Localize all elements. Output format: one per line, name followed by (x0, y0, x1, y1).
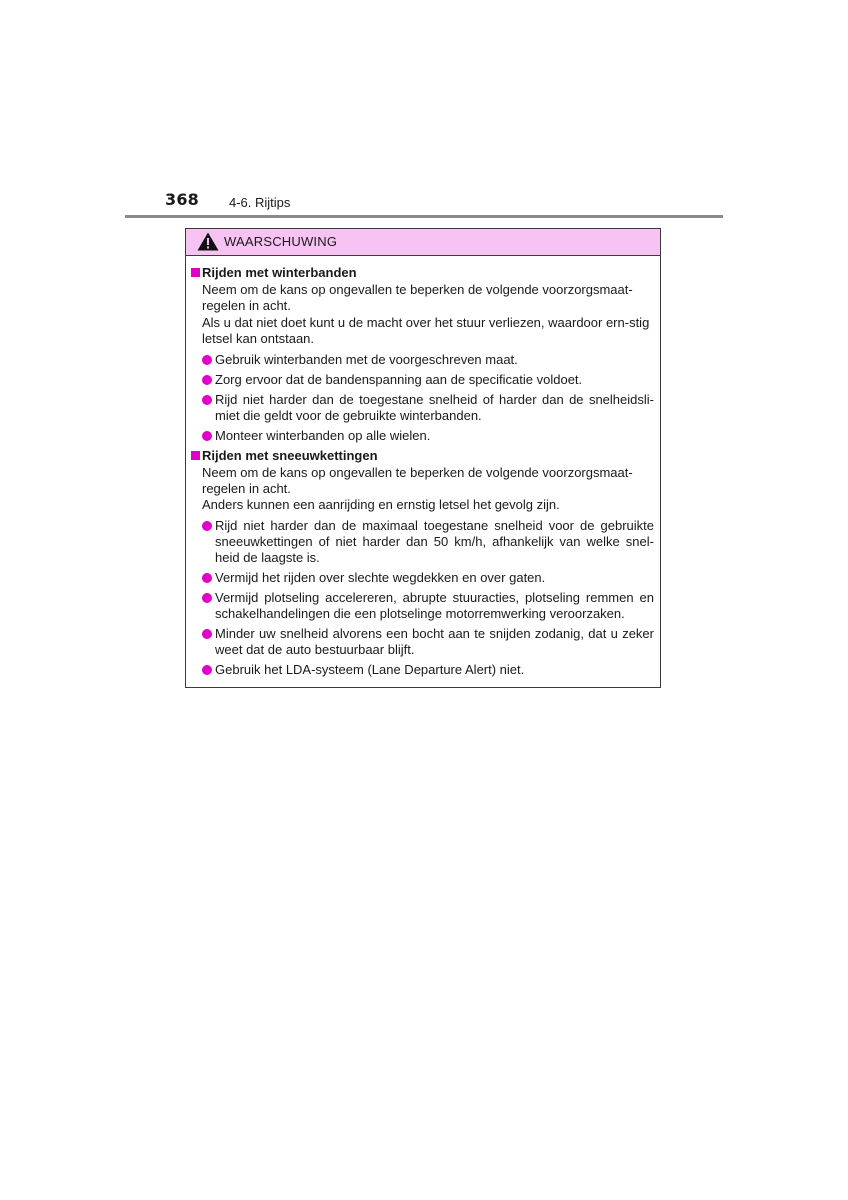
square-bullet-icon (191, 451, 200, 460)
paragraph: Als u dat niet doet kunt u de macht over het stuur verliezen, waardoor ern-stig letsel kan ontstaan. (202, 314, 650, 347)
warning-box (185, 228, 661, 688)
section-heading-text: Rijden met winterbanden (202, 265, 357, 280)
paragraph: Anders kunnen een aanrijding en ernstig letsel het gevolg zijn. (202, 497, 560, 513)
list-item (186, 372, 660, 388)
header-divider (125, 215, 723, 218)
list-item-text: Minder uw snelheid alvorens een bocht aan te snijden zodanig, dat u zeker weet dat de auto bestuurbaar blijft. (215, 625, 654, 657)
list-item-text: Gebruik winterbanden met de voorgeschreven maat. (215, 351, 518, 367)
page-header (0, 0, 848, 220)
list-item (186, 352, 660, 368)
list-item-text: Zorg ervoor dat de bandenspanning aan de specificatie voldoet. (215, 371, 583, 387)
list-item-text: Rijd niet harder dan de maximaal toegestane snelheid voor de gebruikte sneeuwkettingen of niet harder dan 50 km/h, afhankelijk van welke snel-heid de laagste is. (215, 517, 654, 565)
circle-bullet-icon (202, 573, 212, 583)
warning-label: WAARSCHUWING (224, 234, 338, 249)
warning-content (186, 265, 660, 682)
list-item-text: Vermijd het rijden over slechte wegdekken en over gaten. (215, 569, 546, 585)
section-heading-sneeuwkettingen (186, 448, 660, 464)
list-item (186, 626, 660, 658)
section-title: 4-6. Rijtips (229, 195, 291, 210)
circle-bullet-icon (202, 593, 212, 603)
list-item (186, 570, 660, 586)
list-item-text: Gebruik het LDA-systeem (Lane Departure Alert) niet. (215, 661, 525, 677)
circle-bullet-icon (202, 375, 212, 385)
circle-bullet-icon (202, 665, 212, 675)
list-item (186, 590, 660, 622)
circle-bullet-icon (202, 395, 212, 405)
section-heading-winterbanden (186, 265, 660, 281)
bullet-list (186, 352, 660, 444)
list-item-text: Rijd niet harder dan de toegestane snelheid of harder dan de snelheidsli-miet die geldt voor de gebruikte winterbanden. (215, 391, 654, 423)
circle-bullet-icon (202, 629, 212, 639)
square-bullet-icon (191, 268, 200, 277)
page-number: 368 (165, 190, 199, 209)
list-item-text: Vermijd plotseling accelereren, abrupte stuuracties, plotseling remmen en schakelhandelingen die een plotselinge motorremwerking veroorzaken. (215, 589, 654, 621)
list-item (186, 428, 660, 444)
paragraph: Neem om de kans op ongevallen te beperken de volgende voorzorgsmaat-regelen in acht. (202, 282, 633, 314)
warning-header (186, 229, 660, 256)
circle-bullet-icon (202, 431, 212, 441)
list-item (186, 518, 660, 566)
section-heading-text: Rijden met sneeuwkettingen (202, 447, 378, 463)
warning-triangle-icon (197, 232, 219, 251)
paragraph: Neem om de kans op ongevallen te beperken de volgende voorzorgsmaat-regelen in acht. (202, 464, 633, 497)
circle-bullet-icon (202, 355, 212, 365)
list-item (186, 392, 660, 424)
list-item-text: Monteer winterbanden op alle wielen. (215, 427, 431, 443)
list-item (186, 662, 660, 678)
circle-bullet-icon (202, 521, 212, 531)
bullet-list (186, 518, 660, 678)
